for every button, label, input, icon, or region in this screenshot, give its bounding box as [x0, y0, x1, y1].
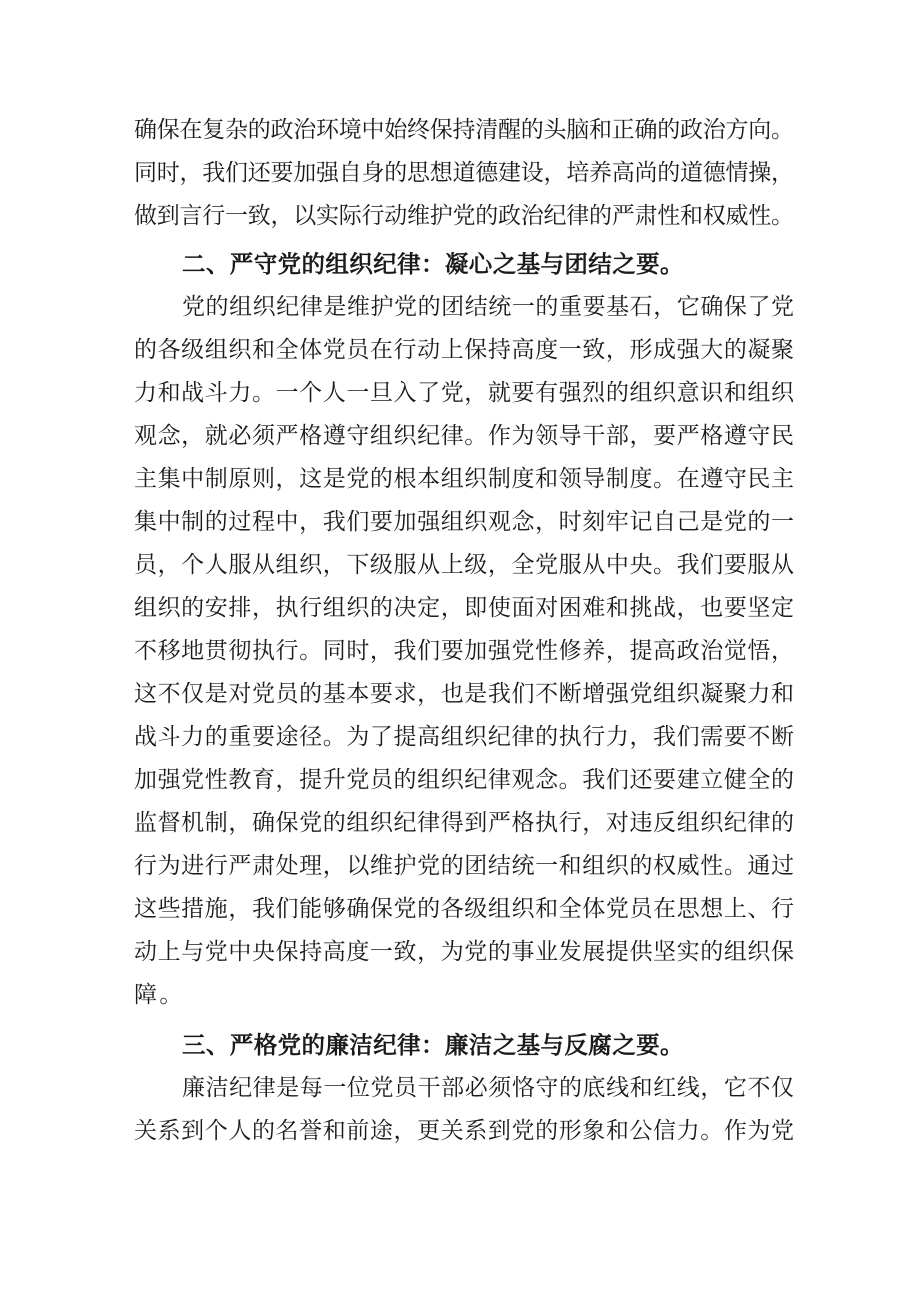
- paragraph-line: 不移地贯彻执行。同时，我们要加强党性修养，提高政治觉悟，: [134, 638, 795, 664]
- paragraph-line: 同时，我们还要加强自身的思想道德建设，培养高尚的道德情操，: [134, 160, 794, 186]
- paragraph-line: 战斗力的重要途径。为了提高组织纪律的执行力，我们需要不断: [134, 724, 795, 750]
- paragraph-line: 组织的安排，执行组织的决定，即使面对困难和挑战，也要坚定: [134, 595, 795, 621]
- section-heading-2: 二、严守党的组织纪律：凝心之基与团结之要。: [182, 250, 684, 278]
- paragraph-line: 这些措施，我们能够确保党的各级组织和全体党员在思想上、行: [134, 896, 795, 922]
- paragraph-line: 关系到个人的名誉和前途，更关系到党的形象和公信力。作为党: [134, 1118, 795, 1144]
- paragraph-line: 党的组织纪律是维护党的团结统一的重要基石，它确保了党: [182, 294, 795, 320]
- paragraph-line: 这不仅是对党员的基本要求，也是我们不断增强党组织凝聚力和: [134, 681, 795, 707]
- paragraph-line: 力和战斗力。一个人一旦入了党，就要有强烈的组织意识和组织: [134, 380, 795, 406]
- paragraph-line: 做到言行一致，以实际行动维护党的政治纪律的严肃性和权威性。: [134, 203, 794, 229]
- paragraph-line: 廉洁纪律是每一位党员干部必须恪守的底线和红线，它不仅: [182, 1075, 795, 1101]
- paragraph-line: 确保在复杂的政治环境中始终保持清醒的头脑和正确的政治方向。: [134, 117, 794, 143]
- paragraph-line: 观念，就必须严格遵守组织纪律。作为领导干部，要严格遵守民: [134, 423, 795, 449]
- paragraph-line: 加强党性教育，提升党员的组织纪律观念。我们还要建立健全的: [134, 767, 795, 793]
- paragraph-line: 的各级组织和全体党员在行动上保持高度一致，形成强大的凝聚: [134, 337, 795, 363]
- paragraph-line: 员，个人服从组织，下级服从上级，全党服从中央。我们要服从: [134, 552, 795, 578]
- paragraph-line: 主集中制原则，这是党的根本组织制度和领导制度。在遵守民主: [134, 466, 795, 492]
- paragraph-line: 障。: [134, 982, 185, 1008]
- paragraph-line: 动上与党中央保持高度一致，为党的事业发展提供坚实的组织保: [134, 939, 795, 965]
- paragraph-line: 监督机制，确保党的组织纪律得到严格执行，对违反组织纪律的: [134, 810, 795, 836]
- section-heading-3: 三、严格党的廉洁纪律：廉洁之基与反腐之要。: [182, 1031, 684, 1059]
- paragraph-line: 集中制的过程中，我们要加强组织观念，时刻牢记自己是党的一: [134, 509, 795, 535]
- paragraph-line: 行为进行严肃处理，以维护党的团结统一和组织的权威性。通过: [134, 853, 795, 879]
